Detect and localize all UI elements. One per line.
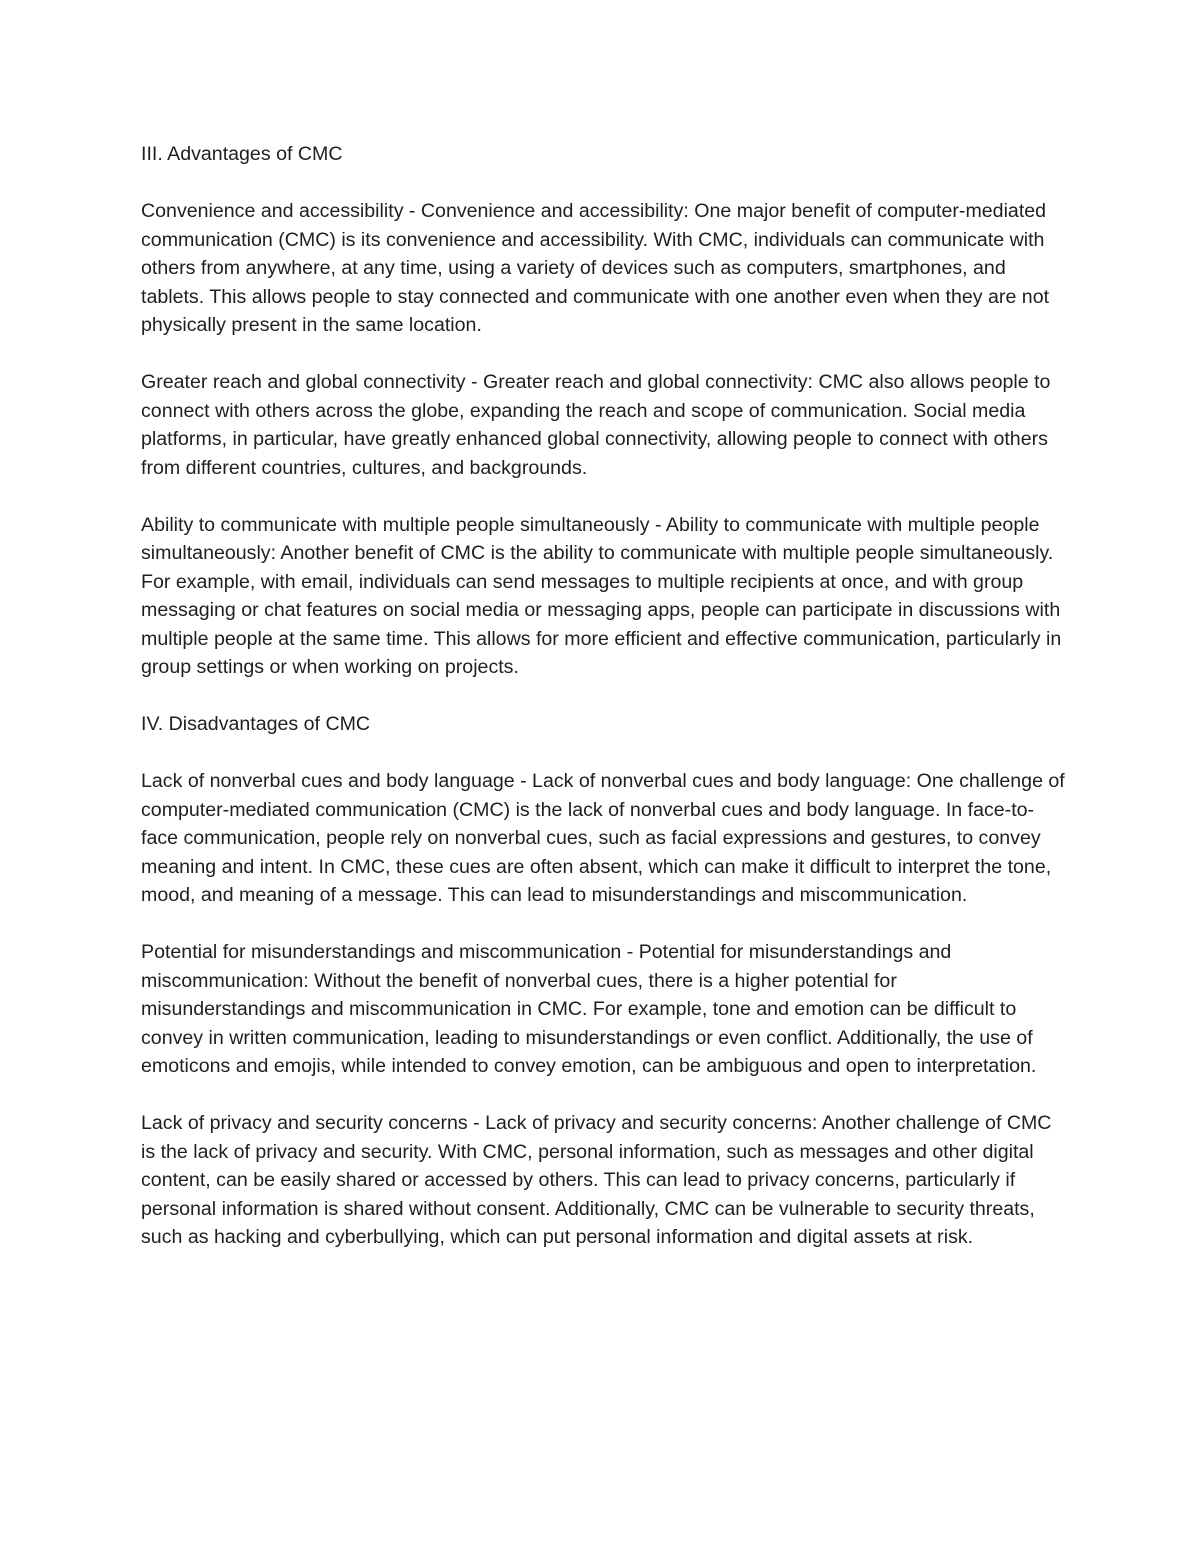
section-heading-disadvantages: IV. Disadvantages of CMC	[141, 713, 371, 735]
paragraph-multiple-people: Ability to communicate with multiple people simultaneously - Ability to communicate with multiple people simultaneously: Another benefit of CMC is the ability to communicate with multiple people simultaneously. For example, with email, individuals can send messages to multiple recipients at once, and with group messaging or chat features on social media or messaging apps, people can participate in discussions with multiple people at the same time. This allows for more efficient and effective communication, particularly in group settings or when working on projects.	[141, 513, 1062, 678]
paragraph-privacy-security: Lack of privacy and security concerns - Lack of privacy and security concerns: Another challenge of CMC is the lack of privacy and security. With CMC, personal information, such as messages and other digital content, can be easily shared or accessed by others. This can lead to privacy concerns, particularly if personal information is shared without consent. Additionally, CMC can be vulnerable to security threats, such as hacking and cyberbullying, which can put personal information and digital assets at risk.	[141, 1112, 1052, 1248]
paragraph-nonverbal-cues: Lack of nonverbal cues and body language - Lack of nonverbal cues and body language: One challenge of computer-mediated communication (CMC) is the lack of nonverbal cues and body language. In face-to-face communication, people rely on nonverbal cues, such as facial expressions and gestures, to convey meaning and intent. In CMC, these cues are often absent, which can make it difficult to interpret the tone, mood, and meaning of a message. This can lead to misunderstandings and miscommunication.	[141, 770, 1065, 906]
paragraph-misunderstandings: Potential for misunderstandings and miscommunication - Potential for misunderstandings and miscommunication: Without the benefit of nonverbal cues, there is a higher potential for misunderstandings and miscommunication in CMC. For example, tone and emotion can be difficult to convey in written communication, leading to misunderstandings or even conflict. Additionally, the use of emoticons and emojis, while intended to convey emotion, can be ambiguous and open to interpretation.	[141, 941, 1037, 1077]
section-heading-advantages: III. Advantages of CMC	[141, 143, 343, 165]
paragraph-convenience: Convenience and accessibility - Convenience and accessibility: One major benefit of computer-mediated communication (CMC) is its convenience and accessibility. With CMC, individuals can communicate with others from anywhere, at any time, using a variety of devices such as computers, smartphones, and tablets. This allows people to stay connected and communicate with one another even when they are not physically present in the same location.	[141, 200, 1050, 336]
paragraph-global-reach: Greater reach and global connectivity - Greater reach and global connectivity: CMC also allows people to connect with others across the globe, expanding the reach and scope of communication. Social media platforms, in particular, have greatly enhanced global connectivity, allowing people to connect with others from different countries, cultures, and backgrounds.	[141, 371, 1051, 479]
document-body	[141, 140, 1066, 1280]
